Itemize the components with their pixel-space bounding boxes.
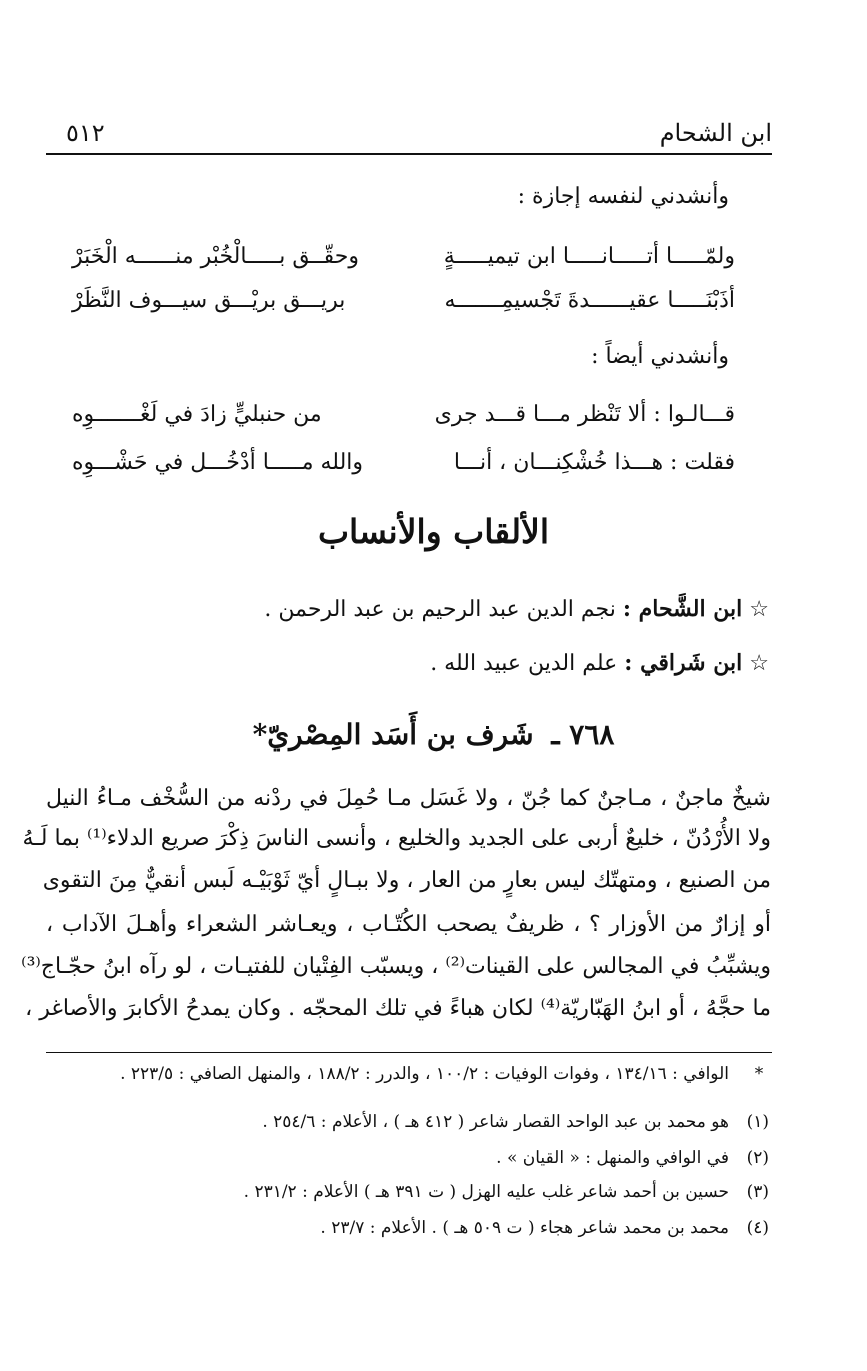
running-header [46, 115, 772, 155]
verse-hemistich-second: وحقّــق بـــــالْخُبْر منــــــه الْخَبَرْ [72, 244, 359, 269]
footnote-mark: (١) [746, 1112, 769, 1132]
footnote-mark: (٤) [746, 1218, 769, 1238]
verse-intro: وأنشدني لنفسه إجازة : [517, 184, 729, 209]
page-number: ٥١٢ [66, 119, 105, 147]
verse-hemistich-second: والله مـــــا أدْخُـــل في حَشْـــوِه [72, 450, 364, 475]
verse-hemistich-second: من حنبليٍّ زادَ في لَغْـــــــوِه [72, 402, 322, 427]
paragraph-line: ويشبِّبُ في المجالس على القينات⁽²⁾ ، ويسبّب الفِتْيان للفتيـات ، لو رآه ابنُ حجّـاج⁽³⁾ [21, 954, 771, 979]
verse-hemistich-second: بريـــق بريْـــق سيـــوف النَّظَرْ [72, 288, 346, 313]
footnote-mark: (٣) [746, 1182, 769, 1202]
footnote-text: في الوافي والمنهل : « القيان » . [496, 1148, 729, 1168]
verse-hemistich-first: فقلت : هـــذا خُشْكِنـــان ، أنـــا [453, 450, 735, 475]
section-heading: الألقاب والأنساب [317, 512, 550, 551]
paragraph-line: ما حجَّهُ ، أو ابنُ الهَبّاريّة⁽⁴⁾ لكان هباءً في تلك المحجّه . وكان يمدحُ الأكابرَ والأصاغر ، [25, 996, 771, 1021]
footnote-text: الوافي : ١٣٤/١٦ ، وفوات الوفيات : ١٠٠/٢ ، والدرر : ١٨٨/٢ ، والمنهل الصافي : ٢٢٣/٥ . [120, 1064, 729, 1084]
paragraph-line: ولا الأُرْدُنّ ، خليعٌ أربى على الجديد والخليع ، وأنسى الناسَ ذِكْرَ صريع الدلاء⁽¹⁾ بما لَـهُ [22, 826, 771, 851]
footnote-text: هو محمد بن عبد الواحد القصار شاعر ( ٤١٢ هـ ) ، الأعلام : ٢٥٤/٦ . [262, 1112, 729, 1132]
footnote-text: محمد بن محمد شاعر هجاء ( ت ٥٠٩ هـ ) . الأعلام : ٢٣/٧ . [320, 1218, 729, 1238]
verse-hemistich-first: أذَبْنَـــــا عقيــــــدةَ تَجْسيمِـــــــه [444, 288, 735, 313]
footnote-mark: (٢) [746, 1148, 769, 1168]
star-icon: ☆ [749, 597, 769, 622]
verse-hemistich-first: ولمّـــــا أتـــــانـــــا ابن تيميـــــةٍ [443, 244, 735, 269]
nickname-name: ابن الشَّحام : [622, 596, 743, 622]
running-header-title: ابن الشحام [659, 119, 772, 147]
nickname-value: علم الدين عبيد الله . [430, 651, 618, 676]
nickname-entry [264, 596, 769, 622]
footnote-divider [46, 1052, 772, 1053]
footnote-text: حسين بن أحمد شاعر غلب عليه الهزل ( ت ٣٩١ هـ ) الأعلام : ٢٣١/٢ . [243, 1182, 729, 1202]
footnote-mark: * [754, 1064, 764, 1084]
verse-intro: وأنشدني أيضاً : [591, 344, 729, 369]
star-icon: ☆ [749, 651, 769, 676]
paragraph-line: أو إزارٌ من الأوزار ؟ ، ظريفٌ يصحب الكُتّـاب ، ويعـاشر الشعراء وأهـلَ الآداب ، [46, 912, 772, 937]
nickname-value: نجم الدين عبد الرحيم بن عبد الرحمن . [264, 597, 616, 622]
entry-name: شَرف بن أَسَد المِصْريّ* [252, 718, 534, 751]
nickname-name: ابن شَراقي : [624, 650, 743, 676]
biography-heading [0, 718, 867, 751]
paragraph-line: من الصنيع ، ومتهتّك ليس بعارٍ من العار ، ولا ببـالٍ أيّ ثَوْبَيْـه لَبس أنقيٌّ مِنَ التقوى [42, 868, 771, 893]
paragraph-line: شيخٌ ماجنٌ ، مـاجنٌ كما جُنّ ، ولا غَسَل مـا حُمِلَ في ردْنه من السُّخْف مـاءُ النيل [46, 786, 771, 811]
entry-number: ٧٦٨ ـ [551, 718, 615, 751]
verse-hemistich-first: قـــالـوا : ألا تَنْظر مـــا قـــد جرى [434, 402, 735, 427]
nickname-entry [430, 650, 769, 676]
